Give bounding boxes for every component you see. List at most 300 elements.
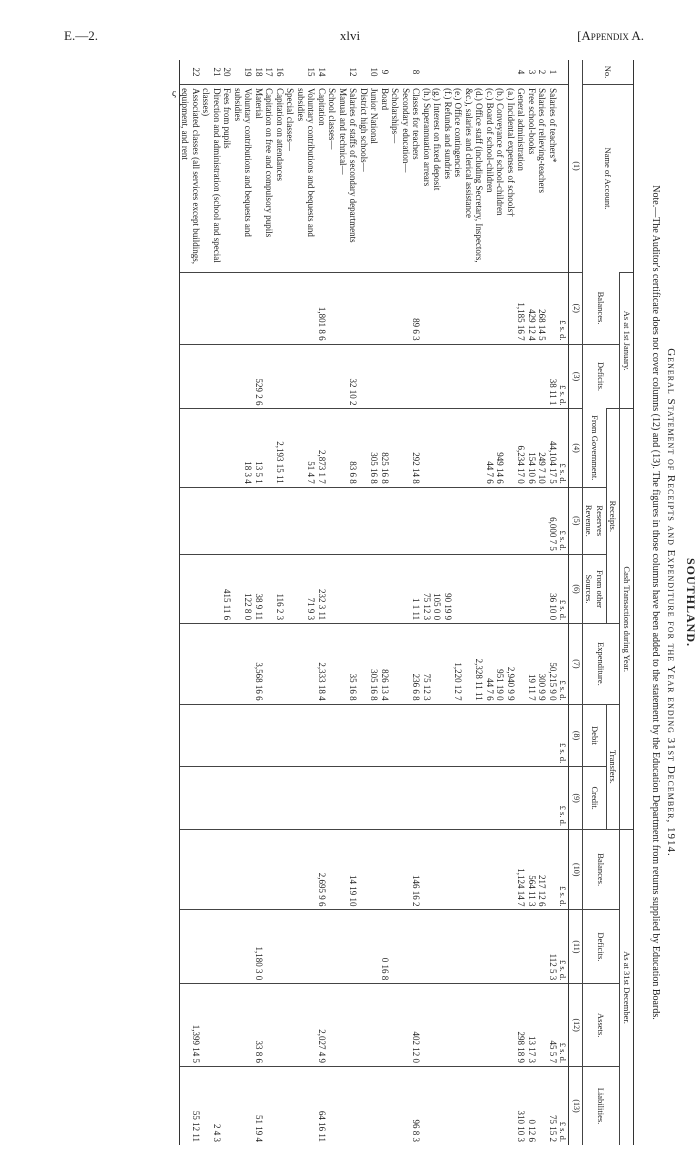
table-row	[338, 60, 349, 1145]
unit-label: £ s. d.	[558, 829, 569, 910]
amount-cell	[506, 1067, 517, 1145]
row-number: 17	[264, 67, 275, 77]
amount-cell	[285, 344, 296, 409]
amount-cell	[401, 554, 412, 623]
col-deficits: Deficits.	[583, 344, 621, 409]
amount-cell	[359, 767, 370, 830]
amount-cell	[222, 272, 233, 344]
amount-cell	[495, 272, 506, 344]
amount-cell	[495, 554, 506, 623]
amount-cell: 1,124 14 7	[516, 829, 527, 910]
amount-cell	[264, 344, 275, 409]
amount-cell: 83 6 8	[348, 409, 359, 487]
amount-cell	[180, 272, 202, 344]
unit-spacer	[558, 85, 569, 273]
row-number	[401, 60, 412, 85]
col-from-government: From Government.	[583, 409, 607, 487]
amount-cell	[380, 829, 391, 910]
amount-cell	[369, 272, 380, 344]
amount-cell	[275, 487, 286, 554]
row-number: 21	[212, 67, 222, 77]
column-number: (1)	[569, 60, 583, 272]
amount-cell	[359, 704, 370, 767]
amount-cell	[443, 624, 454, 705]
amount-cell	[180, 409, 202, 487]
amount-cell	[264, 272, 275, 344]
amount-cell	[443, 910, 454, 984]
amount-cell	[443, 487, 454, 554]
amount-cell	[432, 409, 443, 487]
row-number	[390, 60, 401, 85]
row-number: 19	[243, 67, 254, 77]
column-number: (6)	[569, 554, 583, 623]
amount-cell: 19 11 7	[527, 624, 538, 705]
amount-cell: 292 14 8	[411, 409, 422, 487]
amount-cell	[359, 624, 370, 705]
row-number	[285, 60, 296, 85]
amount-cell	[485, 910, 496, 984]
amount-cell	[201, 344, 222, 409]
table-row	[254, 60, 265, 1145]
amount-cell	[327, 344, 338, 409]
amount-cell	[453, 767, 464, 830]
table-row	[495, 60, 506, 1145]
amount-cell: 2 4 3	[201, 1067, 222, 1145]
amount-cell	[432, 624, 443, 705]
amount-cell: 415 11 6	[222, 554, 233, 623]
amount-cell	[506, 984, 517, 1067]
amount-cell	[401, 704, 412, 767]
row-number: 4	[516, 69, 527, 75]
amount-cell	[380, 1067, 391, 1145]
amount-cell	[359, 984, 370, 1067]
amount-cell: 116 2 3	[275, 554, 286, 623]
table-row	[348, 60, 359, 1145]
amount-cell	[180, 829, 202, 910]
row-number: 2	[537, 69, 548, 75]
row-number	[495, 60, 506, 85]
amount-cell	[222, 829, 233, 910]
account-name: Board	[380, 85, 391, 273]
amount-cell: 2,027 4 9	[317, 984, 328, 1067]
amount-cell	[380, 487, 391, 554]
amount-cell	[264, 704, 275, 767]
col-balances-dec: Balances.	[583, 829, 621, 910]
table-row	[443, 60, 454, 1145]
title-block	[650, 60, 700, 1145]
amount-cell	[506, 910, 517, 984]
account-name: Salaries of teachers*	[548, 85, 559, 273]
amount-cell	[327, 554, 338, 623]
amount-cell	[401, 829, 412, 910]
amount-cell	[401, 1067, 412, 1145]
row-number: 14	[317, 67, 327, 77]
account-name: (e.) Office contingencies	[453, 85, 464, 273]
amount-cell: 6,234 17 0	[516, 409, 527, 487]
amount-cell	[411, 704, 422, 767]
amount-cell	[264, 624, 275, 705]
amount-cell	[390, 272, 401, 344]
amount-cell	[327, 910, 338, 984]
amount-cell	[233, 910, 254, 984]
amount-cell	[201, 829, 222, 910]
amount-cell: 529 2 6	[254, 344, 265, 409]
amount-cell	[495, 1067, 506, 1145]
amount-cell	[390, 910, 401, 984]
amount-cell	[548, 767, 559, 830]
amount-cell	[180, 344, 202, 409]
amount-cell: 305 16 8	[369, 409, 380, 487]
unit-label: £ s. d.	[558, 272, 569, 344]
amount-cell	[369, 344, 380, 409]
appendix-label: [Appendix A.	[577, 28, 644, 43]
amount-cell	[296, 829, 317, 910]
amount-cell: 2,873 1 7	[317, 409, 328, 487]
amount-cell	[411, 767, 422, 830]
amount-cell	[516, 344, 527, 409]
row-number: 15	[306, 67, 317, 77]
amount-cell	[401, 624, 412, 705]
table-row	[485, 60, 496, 1145]
row-number: 9	[380, 69, 390, 75]
statement-table	[179, 60, 634, 1145]
account-name: School classes—	[327, 85, 338, 273]
amount-cell	[422, 487, 433, 554]
amount-cell	[264, 910, 275, 984]
amount-cell	[464, 767, 485, 830]
amount-cell	[327, 487, 338, 554]
amount-cell	[453, 409, 464, 487]
amount-cell	[275, 829, 286, 910]
amount-cell	[422, 910, 433, 984]
col-no: No.	[583, 60, 634, 85]
table-row	[369, 60, 380, 1145]
amount-cell	[317, 767, 328, 830]
amount-cell: 0 16 8	[380, 910, 391, 984]
amount-cell	[380, 767, 391, 830]
amount-cell: 71 9 3	[296, 554, 317, 623]
amount-cell	[380, 554, 391, 623]
row-number	[432, 60, 443, 85]
amount-cell	[285, 624, 296, 705]
row-number	[453, 60, 464, 85]
amount-cell	[285, 829, 296, 910]
amount-cell	[464, 984, 485, 1067]
amount-cell	[369, 704, 380, 767]
amount-cell	[254, 272, 265, 344]
amount-cell: 44 7 6	[485, 409, 496, 487]
amount-cell	[527, 487, 538, 554]
amount-cell: 18 3 4	[233, 409, 254, 487]
amount-cell: 51 19 4	[254, 1067, 265, 1145]
amount-cell	[222, 984, 233, 1067]
amount-cell	[411, 487, 422, 554]
amount-cell: 44 7 6	[485, 624, 496, 705]
unit-label: £ s. d.	[558, 409, 569, 487]
column-number: (5)	[569, 487, 583, 554]
amount-cell	[233, 272, 254, 344]
amount-cell	[348, 704, 359, 767]
amount-cell	[369, 554, 380, 623]
amount-cell	[359, 1067, 370, 1145]
row-number: 22	[180, 60, 202, 85]
amount-cell	[537, 1067, 548, 1145]
amount-cell	[348, 554, 359, 623]
amount-cell	[285, 767, 296, 830]
amount-cell	[453, 704, 464, 767]
amount-cell	[275, 624, 286, 705]
amount-cell	[296, 767, 317, 830]
row-number	[485, 60, 496, 85]
account-name: Salaries of relieving-teachers	[537, 85, 548, 273]
amount-cell	[327, 829, 338, 910]
amount-cell: 51 4 7	[296, 409, 317, 487]
table-row	[285, 60, 296, 1145]
amount-cell	[401, 910, 412, 984]
column-number: (13)	[569, 1067, 583, 1145]
amount-cell	[443, 272, 454, 344]
amount-cell: 2,333 18 4	[317, 624, 328, 705]
amount-cell	[495, 984, 506, 1067]
amount-cell	[296, 344, 317, 409]
column-number: (12)	[569, 984, 583, 1067]
amount-cell	[369, 487, 380, 554]
unit-label: £ s. d.	[558, 487, 569, 554]
amount-cell: 13 17 3	[527, 984, 538, 1067]
amount-cell	[495, 344, 506, 409]
col-expenditure: Expenditure.	[583, 624, 621, 705]
account-name: Associated classes (all services except buildings, equipment, and rent	[180, 85, 202, 273]
amount-cell	[201, 910, 222, 984]
row-number	[443, 60, 454, 85]
stray-mark: ς	[172, 88, 176, 99]
amount-cell	[390, 984, 401, 1067]
statement-region: SOUTHLAND.	[684, 557, 698, 647]
amount-cell	[401, 984, 412, 1067]
table-row	[432, 60, 443, 1145]
amount-cell	[264, 984, 275, 1067]
amount-cell: 90 19 9	[443, 554, 454, 623]
amount-cell	[443, 344, 454, 409]
row-number: 12	[348, 67, 359, 77]
unit-label: £ s. d.	[558, 624, 569, 705]
amount-cell: 564 11 3	[527, 829, 538, 910]
amount-cell: 1,801 8 6	[317, 272, 328, 344]
amount-cell	[338, 344, 349, 409]
amount-cell	[264, 487, 275, 554]
column-number: (11)	[569, 910, 583, 984]
amount-cell	[264, 829, 275, 910]
amount-cell	[264, 767, 275, 830]
statement-note: Note.—The Auditor's certificate does not cover columns (12) and (13). The figures in those columns have been added to the statement by the Education Department from returns supplied by Education Boards.	[650, 185, 661, 1020]
row-number: 20	[222, 67, 233, 77]
amount-cell	[317, 487, 328, 554]
amount-cell	[485, 487, 496, 554]
amount-cell	[369, 910, 380, 984]
unit-spacer	[558, 60, 569, 85]
amount-cell: 2,328 11 11	[464, 624, 485, 705]
amount-cell	[359, 344, 370, 409]
amount-cell	[348, 984, 359, 1067]
amount-cell: 55 12 11	[180, 1067, 202, 1145]
amount-cell	[369, 829, 380, 910]
amount-cell	[485, 554, 496, 623]
amount-cell	[296, 704, 317, 767]
amount-cell	[506, 767, 517, 830]
amount-cell	[548, 704, 559, 767]
account-name: Salaries of staffs of secondary departments	[348, 85, 359, 273]
amount-cell	[380, 272, 391, 344]
amount-cell	[516, 704, 527, 767]
amount-cell	[222, 409, 233, 487]
amount-cell: 305 16 8	[369, 624, 380, 705]
amount-cell	[254, 704, 265, 767]
amount-cell	[180, 624, 202, 705]
amount-cell	[527, 910, 538, 984]
amount-cell	[432, 910, 443, 984]
amount-cell: 112 5 3	[548, 910, 559, 984]
amount-cell	[296, 1067, 317, 1145]
table-row	[296, 60, 317, 1145]
amount-cell	[516, 487, 527, 554]
row-number: 3	[527, 69, 537, 75]
amount-cell	[285, 1067, 296, 1145]
amount-cell	[285, 554, 296, 623]
amount-cell	[527, 554, 538, 623]
column-number: (3)	[569, 344, 583, 409]
account-name: Voluntary contributions and bequests and subsidies	[296, 85, 317, 273]
amount-cell: 1,399 14 5	[180, 984, 202, 1067]
account-name: Capitation on free and compulsory pupils	[264, 85, 275, 273]
amount-cell	[411, 344, 422, 409]
amount-cell: 298 18 9	[516, 984, 527, 1067]
account-name: (d.) Office staff (including Secretary, Inspectors, &c.), salaries and clerical assistance	[464, 85, 485, 273]
account-name: (c.) Board of school-children	[485, 85, 496, 273]
amount-cell	[485, 704, 496, 767]
amount-cell	[443, 704, 454, 767]
amount-cell	[443, 1067, 454, 1145]
amount-cell	[516, 910, 527, 984]
amount-cell	[485, 272, 496, 344]
amount-cell	[359, 409, 370, 487]
amount-cell	[527, 767, 538, 830]
amount-cell	[390, 767, 401, 830]
amount-cell: 232 3 11	[317, 554, 328, 623]
row-number	[506, 60, 517, 85]
row-number: 10	[369, 67, 380, 77]
row-number	[327, 60, 338, 85]
amount-cell	[506, 272, 517, 344]
amount-cell	[390, 704, 401, 767]
table-row	[233, 60, 254, 1145]
amount-cell	[485, 984, 496, 1067]
amount-cell	[233, 704, 254, 767]
amount-cell	[453, 829, 464, 910]
amount-cell	[222, 1067, 233, 1145]
amount-cell	[338, 984, 349, 1067]
amount-cell	[338, 487, 349, 554]
amount-cell	[495, 704, 506, 767]
column-number: (9)	[569, 767, 583, 830]
amount-cell	[422, 767, 433, 830]
amount-cell	[338, 409, 349, 487]
amount-cell: 402 12 0	[411, 984, 422, 1067]
amount-cell: 44,104 17 5	[548, 409, 559, 487]
amount-cell	[285, 409, 296, 487]
amount-cell	[422, 829, 433, 910]
amount-cell	[548, 272, 559, 344]
col-group-dec: As at 31st December.	[620, 829, 634, 1145]
amount-cell	[233, 984, 254, 1067]
amount-cell	[348, 272, 359, 344]
amount-cell	[422, 1067, 433, 1145]
account-name: Capitation	[317, 85, 328, 273]
amount-cell: 3,568 16 6	[254, 624, 265, 705]
amount-cell: 268 14 5	[537, 272, 548, 344]
amount-cell	[338, 829, 349, 910]
amount-cell: 2,940 9 9	[506, 624, 517, 705]
account-name: (h.) Superannuation arrears	[422, 85, 433, 273]
header-reference: E.—2.	[64, 28, 98, 43]
amount-cell	[201, 554, 222, 623]
account-name: (f.) Refunds and sundries	[443, 85, 454, 273]
amount-cell	[537, 487, 548, 554]
col-other-sources: From other Sources.	[583, 554, 607, 623]
amount-cell	[464, 554, 485, 623]
amount-cell	[464, 704, 485, 767]
amount-cell	[233, 767, 254, 830]
unit-label: £ s. d.	[558, 910, 569, 984]
unit-label: £ s. d.	[558, 1067, 569, 1145]
amount-cell: 0 12 6	[527, 1067, 538, 1145]
amount-cell	[222, 487, 233, 554]
amount-cell	[443, 767, 454, 830]
amount-cell	[369, 984, 380, 1067]
amount-cell: 75 15 2	[548, 1067, 559, 1145]
amount-cell	[380, 344, 391, 409]
row-number	[359, 60, 370, 85]
amount-cell	[285, 272, 296, 344]
amount-cell	[369, 767, 380, 830]
amount-cell: 1,220 12 7	[453, 624, 464, 705]
amount-cell	[422, 272, 433, 344]
amount-cell: 89 6 3	[411, 272, 422, 344]
col-group-cash: Cash Transactions during Year.	[620, 409, 634, 830]
amount-cell	[285, 487, 296, 554]
amount-cell	[495, 487, 506, 554]
amount-cell: 36 10 0	[548, 554, 559, 623]
amount-cell: 2,193 15 11	[275, 409, 286, 487]
amount-cell	[233, 1067, 254, 1145]
amount-cell	[348, 910, 359, 984]
amount-cell	[180, 910, 202, 984]
column-number: (2)	[569, 272, 583, 344]
table-row	[506, 60, 517, 1145]
amount-cell	[453, 1067, 464, 1145]
amount-cell	[411, 910, 422, 984]
table-row	[527, 60, 538, 1145]
column-number-row	[569, 60, 583, 1145]
amount-cell	[180, 767, 202, 830]
table-row	[390, 60, 401, 1145]
amount-cell	[495, 829, 506, 910]
amount-cell	[453, 487, 464, 554]
amount-cell	[338, 554, 349, 623]
amount-cell	[485, 829, 496, 910]
amount-cell: 38 11 1	[548, 344, 559, 409]
amount-cell	[327, 984, 338, 1067]
account-name: Fees from pupils	[222, 85, 233, 273]
